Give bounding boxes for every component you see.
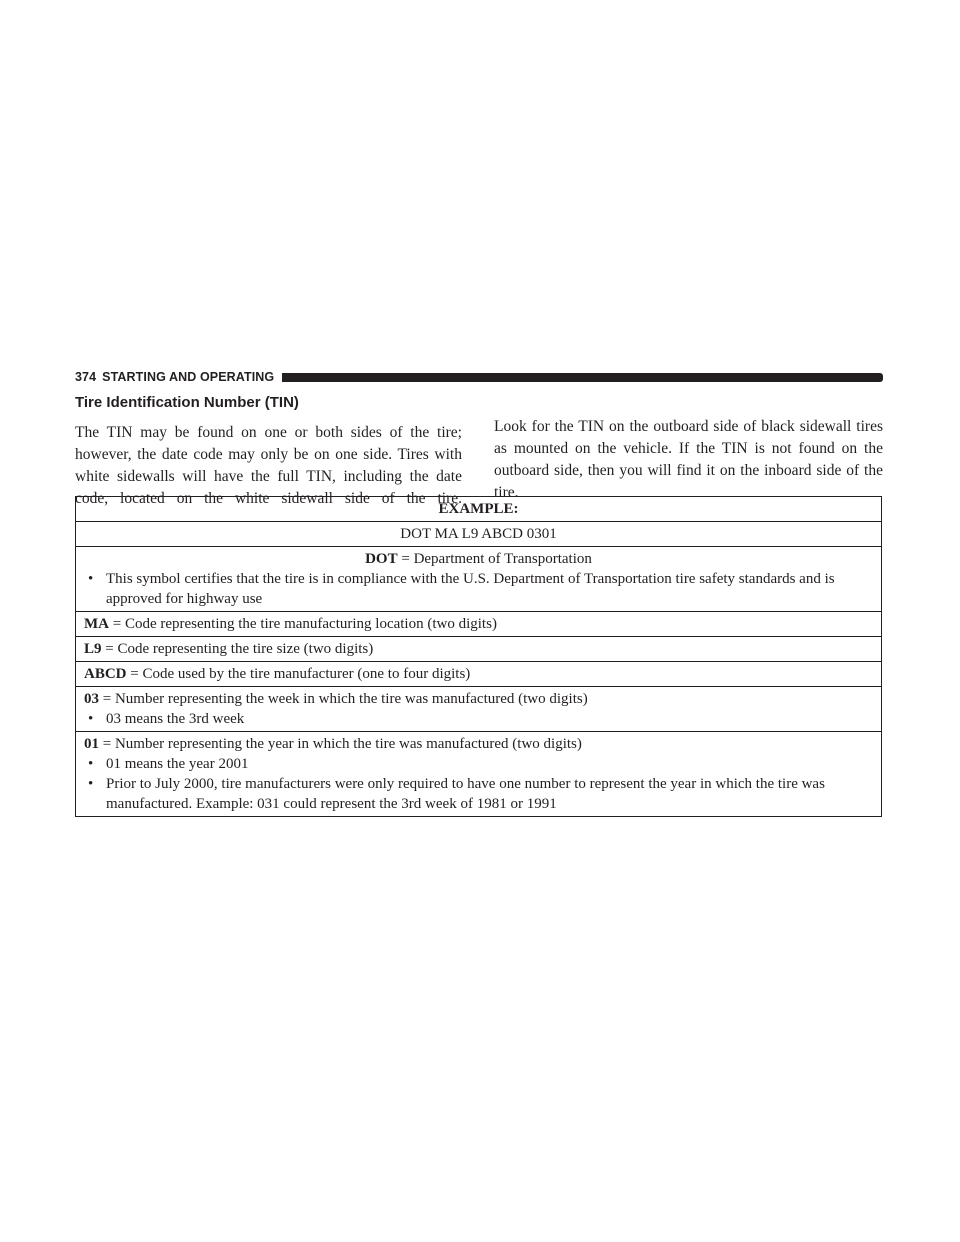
tin-example-table xyxy=(75,496,882,817)
tin-intro-paragraph: The TIN may be found on one or both sides of the tire; however, the date code may only be on one side. Tires with white sidewalls will have the full TIN, including the date code, located on the white sidewall side of the tire. xyxy=(75,424,462,507)
table-row xyxy=(76,687,882,732)
tin-location-paragraph: Look for the TIN on the outboard side of black sidewall tires as mounted on the vehicle. If the TIN is not found on the outboard side, then you will find it on the inboard side of the tire. xyxy=(494,418,883,501)
dot-definition: = Department of Transportation xyxy=(397,551,592,567)
bullet-icon: • xyxy=(88,776,94,792)
year-cell xyxy=(76,732,882,817)
ma-term: MA xyxy=(84,616,109,632)
list-item xyxy=(88,569,873,609)
left-column xyxy=(75,393,462,510)
list-item xyxy=(88,774,873,814)
ma-cell xyxy=(76,612,882,637)
list-item xyxy=(88,709,873,729)
abcd-term: ABCD xyxy=(84,666,127,682)
bullet-icon: • xyxy=(88,571,94,587)
header-rule xyxy=(282,373,883,382)
l9-definition: = Code representing the tire size (two digits) xyxy=(101,641,374,657)
tin-heading: Tire Identification Number (TIN) xyxy=(75,394,299,411)
right-column xyxy=(494,416,883,504)
dot-term: DOT xyxy=(365,551,398,567)
bullet-icon: • xyxy=(88,756,94,772)
year-bullet-1: 01 means the year 2001 xyxy=(106,756,249,772)
example-code: DOT MA L9 ABCD 0301 xyxy=(76,522,882,547)
year-bullet-2: Prior to July 2000, tire manufacturers were only required to have one number to represent the year in which the tire was manufactured. Example: 031 could represent the 3rd week of 1981 or 1991 xyxy=(106,776,825,812)
year-term: 01 xyxy=(84,736,99,752)
page-number: 374 xyxy=(75,370,97,384)
table-row xyxy=(76,662,882,687)
week-term: 03 xyxy=(84,691,99,707)
abcd-definition: = Code used by the tire manufacturer (one to four digits) xyxy=(126,666,471,682)
table-row xyxy=(76,547,882,612)
week-definition: = Number representing the week in which the tire was manufactured (two digits) xyxy=(99,691,588,707)
table-row xyxy=(76,732,882,817)
ma-definition: = Code representing the tire manufacturing location (two digits) xyxy=(109,616,497,632)
week-cell xyxy=(76,687,882,732)
l9-term: L9 xyxy=(84,641,102,657)
dot-bullet: This symbol certifies that the tire is in compliance with the U.S. Department of Transportation tire safety standards and is approved for highway use xyxy=(106,571,835,607)
l9-cell xyxy=(76,637,882,662)
bullet-icon: • xyxy=(88,711,94,727)
list-item xyxy=(88,754,873,774)
page-header xyxy=(75,368,883,386)
abcd-cell xyxy=(76,662,882,687)
table-row xyxy=(76,637,882,662)
table-title: EXAMPLE: xyxy=(76,497,882,522)
table-row xyxy=(76,497,882,522)
table-row xyxy=(76,612,882,637)
table-row xyxy=(76,522,882,547)
week-bullet: 03 means the 3rd week xyxy=(106,711,245,727)
section-title: STARTING AND OPERATING xyxy=(102,370,275,384)
dot-cell xyxy=(76,547,882,612)
year-definition: = Number representing the year in which the tire was manufactured (two digits) xyxy=(99,736,582,752)
